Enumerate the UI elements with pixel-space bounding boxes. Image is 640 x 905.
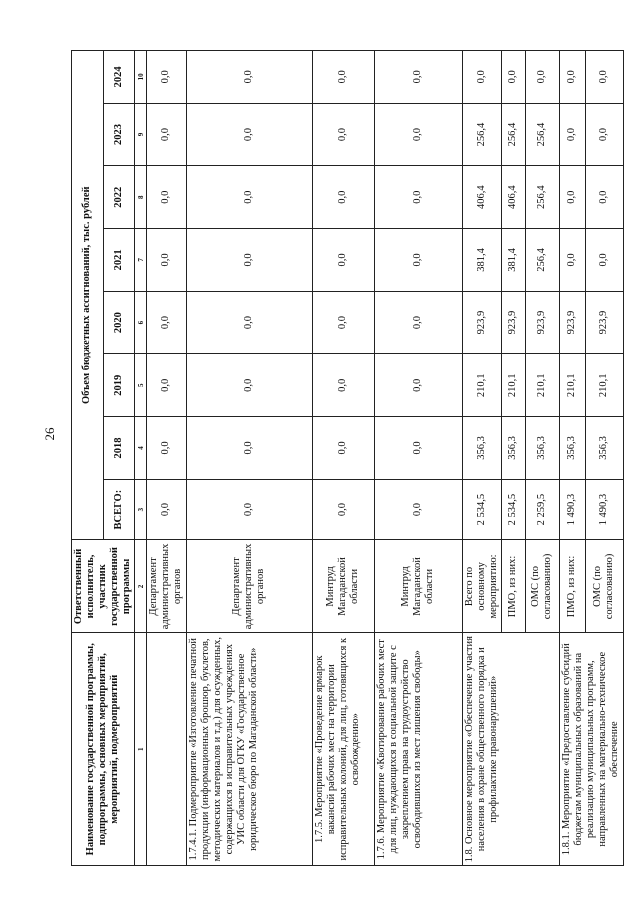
row-value: 0,0 — [312, 417, 374, 480]
header-year: 2023 — [103, 103, 135, 166]
row-value: 0,0 — [186, 479, 312, 540]
row-responsible: Департамент административных органов — [186, 540, 312, 633]
table-row — [312, 51, 374, 866]
row-value: 356,3 — [585, 417, 623, 480]
row-value: 0,0 — [147, 417, 186, 480]
header-total: ВСЕГО: — [103, 479, 135, 540]
table-row — [186, 51, 312, 866]
column-index: 7 — [135, 229, 147, 292]
row-value: 0,0 — [374, 417, 462, 480]
row-value: 0,0 — [374, 229, 462, 292]
row-responsible: Минтруд Магаданской области — [374, 540, 462, 633]
row-value: 923,9 — [525, 291, 559, 354]
row-value: 0,0 — [374, 166, 462, 229]
row-value: 356,3 — [501, 417, 525, 480]
row-value: 923,9 — [559, 291, 585, 354]
row-value: 256,4 — [525, 103, 559, 166]
row-value: 0,0 — [147, 166, 186, 229]
table-row — [147, 51, 186, 866]
header-name: Наименование государственной программы, подпрограммы, основных мероприятий, мероприятий, подмероприятий — [72, 633, 135, 866]
row-value: 0,0 — [585, 103, 623, 166]
row-value: 0,0 — [186, 51, 312, 104]
row-value: 0,0 — [186, 229, 312, 292]
row-value: 2 534,5 — [462, 479, 501, 540]
row-value: 0,0 — [147, 479, 186, 540]
row-responsible: ПМО, из них: — [559, 540, 585, 633]
row-value: 356,3 — [525, 417, 559, 480]
row-value: 0,0 — [525, 51, 559, 104]
row-value: 0,0 — [312, 166, 374, 229]
budget-table — [71, 50, 624, 866]
row-value: 256,4 — [462, 103, 501, 166]
row-value: 0,0 — [312, 291, 374, 354]
row-value: 381,4 — [462, 229, 501, 292]
column-index: 8 — [135, 166, 147, 229]
row-value: 210,1 — [585, 354, 623, 417]
column-index: 4 — [135, 417, 147, 480]
column-index: 5 — [135, 354, 147, 417]
row-responsible: ОМС (по согласованию) — [585, 540, 623, 633]
row-name: 1.7.5. Мероприятие «Проведение ярмарок вакансий рабочих мест на территории исправительных колоний, для лиц, готовящихся к освобождению» — [312, 633, 374, 866]
row-value: 0,0 — [585, 51, 623, 104]
header-year: 2020 — [103, 291, 135, 354]
row-value: 0,0 — [374, 51, 462, 104]
row-value: 0,0 — [312, 51, 374, 104]
row-value: 0,0 — [186, 354, 312, 417]
header-year: 2022 — [103, 166, 135, 229]
row-value: 0,0 — [147, 103, 186, 166]
column-index: 10 — [135, 51, 147, 104]
row-value: 406,4 — [501, 166, 525, 229]
row-name: 1.8.1. Мероприятие «Предоставление субсидий бюджетам муниципальных образований на реализацию муниципальных программ, направленных на материально-техническое обеспечение — [559, 633, 623, 866]
table-row — [374, 51, 462, 866]
header-year: 2019 — [103, 354, 135, 417]
row-value: 0,0 — [186, 417, 312, 480]
row-value: 0,0 — [147, 291, 186, 354]
row-value: 210,1 — [525, 354, 559, 417]
row-value: 0,0 — [374, 103, 462, 166]
row-name: 1.7.6. Мероприятие «Квотирование рабочих мест для лиц, нуждающихся в социальной защите с закреплением права на трудоустройство освободившихся из мест лишения свободы» — [374, 633, 462, 866]
row-value: 0,0 — [147, 229, 186, 292]
budget-table-rotated — [71, 50, 620, 866]
row-value: 0,0 — [374, 479, 462, 540]
row-value: 0,0 — [374, 291, 462, 354]
column-index-row — [135, 51, 147, 866]
row-value: 0,0 — [186, 103, 312, 166]
row-value: 0,0 — [374, 354, 462, 417]
row-name — [147, 633, 186, 866]
row-responsible: ПМО, из них: — [501, 540, 525, 633]
header-year: 2018 — [103, 417, 135, 480]
row-value: 923,9 — [585, 291, 623, 354]
row-value: 0,0 — [186, 166, 312, 229]
header-year: 2024 — [103, 51, 135, 104]
column-index: 2 — [135, 540, 147, 633]
row-value: 0,0 — [585, 229, 623, 292]
column-index: 9 — [135, 103, 147, 166]
row-value: 923,9 — [501, 291, 525, 354]
row-value: 923,9 — [462, 291, 501, 354]
row-value: 0,0 — [312, 229, 374, 292]
row-value: 356,3 — [462, 417, 501, 480]
row-responsible: Минтруд Магаданской области — [312, 540, 374, 633]
table-row — [462, 51, 501, 866]
row-value: 210,1 — [462, 354, 501, 417]
row-name: 1.7.4.1. Подмероприятие «Изготовление печатной продукции (информационных брошюр, буклетов, методических материалов и т.д.) для осужденных, содержащихся в исправительных учреждениях УИС области для ОГКУ «Государственное юридическое бюро по Магаданской области» — [186, 633, 312, 866]
row-value: 0,0 — [559, 103, 585, 166]
row-value: 0,0 — [312, 479, 374, 540]
header-responsible: Ответственный исполнитель, участник государственной программы — [72, 540, 135, 633]
row-responsible: Департамент административных органов — [147, 540, 186, 633]
row-value: 0,0 — [147, 354, 186, 417]
row-value: 381,4 — [501, 229, 525, 292]
row-value: 0,0 — [186, 291, 312, 354]
row-value: 0,0 — [585, 166, 623, 229]
column-index: 6 — [135, 291, 147, 354]
row-value: 210,1 — [559, 354, 585, 417]
row-value: 0,0 — [559, 166, 585, 229]
row-value: 0,0 — [462, 51, 501, 104]
header-year: 2021 — [103, 229, 135, 292]
row-value: 256,4 — [501, 103, 525, 166]
row-value: 0,0 — [312, 354, 374, 417]
row-value: 210,1 — [501, 354, 525, 417]
row-value: 0,0 — [501, 51, 525, 104]
row-value: 0,0 — [559, 51, 585, 104]
row-value: 2 259,5 — [525, 479, 559, 540]
row-value: 256,4 — [525, 166, 559, 229]
row-value: 1 490,3 — [585, 479, 623, 540]
row-value: 1 490,3 — [559, 479, 585, 540]
row-responsible: ОМС (по согласованию) — [525, 540, 559, 633]
row-responsible: Всего по основному мероприятию: — [462, 540, 501, 633]
page-number: 26 — [42, 427, 57, 441]
row-value: 0,0 — [147, 51, 186, 104]
row-value: 0,0 — [559, 229, 585, 292]
row-value: 406,4 — [462, 166, 501, 229]
column-index: 1 — [135, 633, 147, 866]
table-row — [559, 51, 585, 866]
row-value: 0,0 — [312, 103, 374, 166]
row-name: 1.8. Основное мероприятие «Обеспечение участия населения в охране общественного порядка и профилактике правонарушений» — [462, 633, 559, 866]
column-index: 3 — [135, 479, 147, 540]
row-value: 256,4 — [525, 229, 559, 292]
row-value: 356,3 — [559, 417, 585, 480]
header-volume: Объем бюджетных ассигнований, тыс. рублей — [72, 51, 104, 540]
row-value: 2 534,5 — [501, 479, 525, 540]
